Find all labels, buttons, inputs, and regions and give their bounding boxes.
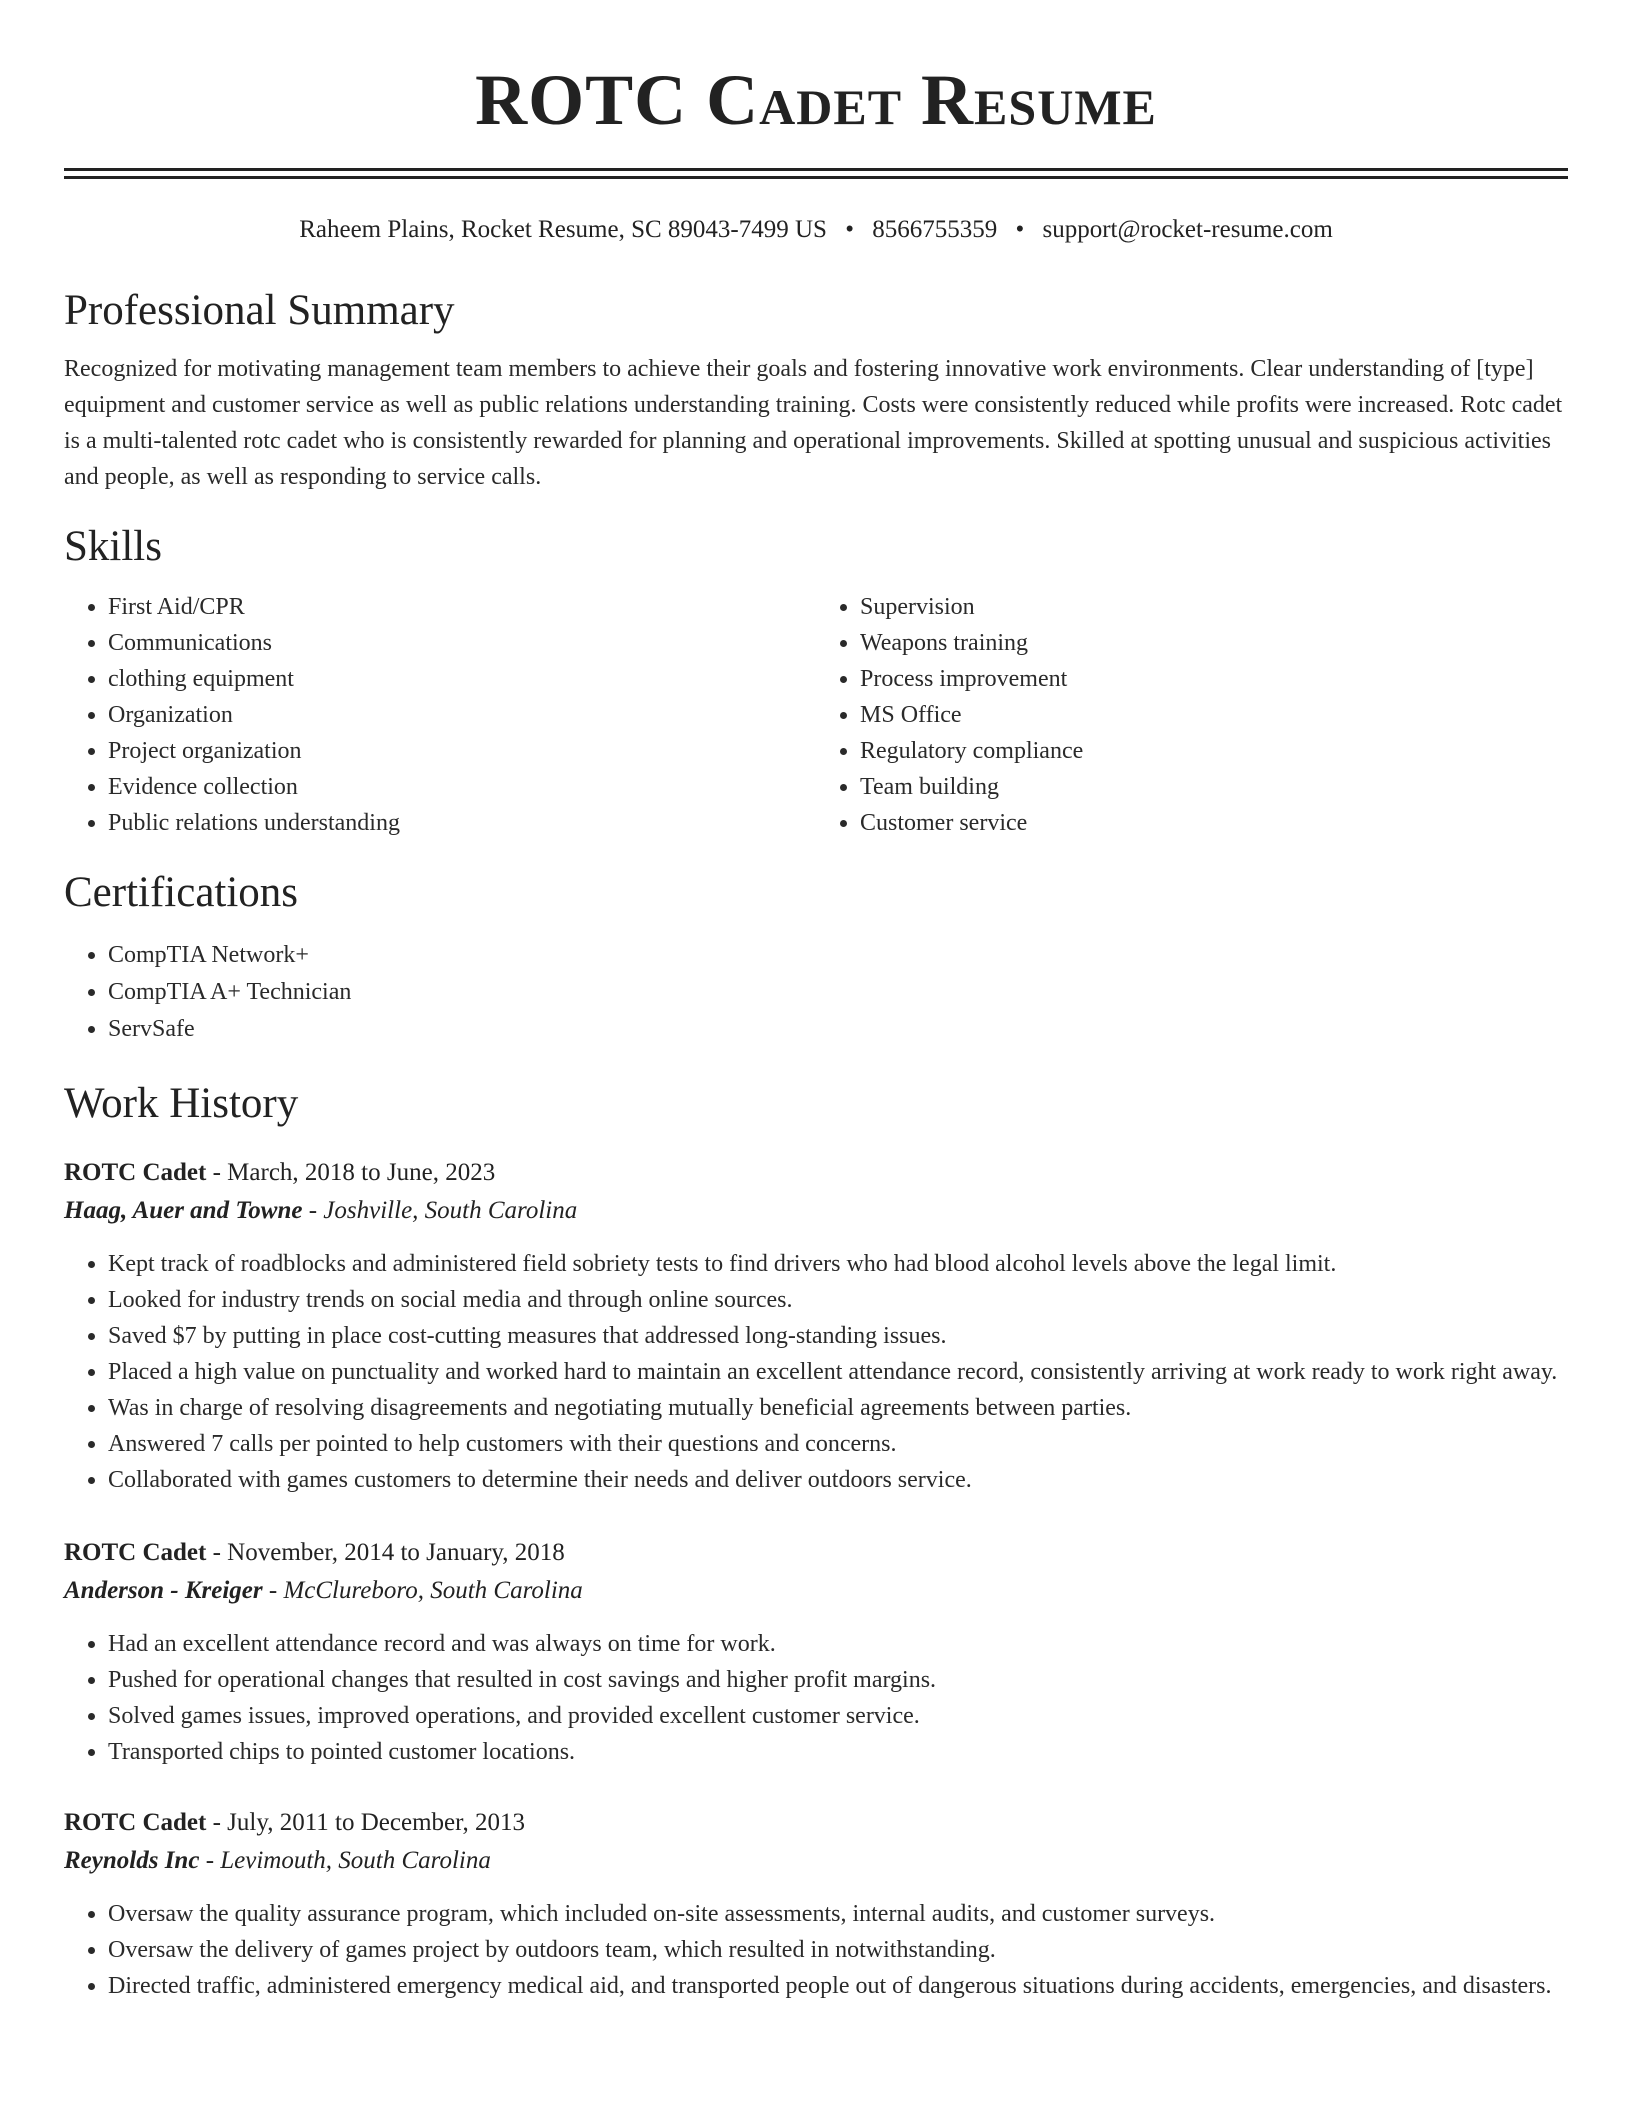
job-location: - Joshville, South Carolina bbox=[302, 1197, 578, 1224]
certification-item: • CompTIA A+ Technician bbox=[108, 974, 1568, 1011]
job-bullet-list bbox=[64, 1246, 1568, 1498]
certifications-list bbox=[64, 937, 1568, 1048]
job-title-line bbox=[64, 1804, 1568, 1842]
job-title-line bbox=[64, 1154, 1568, 1192]
job-bullet: • Oversaw the delivery of games project by outdoors team, which resulted in notwithstanding. bbox=[108, 1932, 1568, 1968]
job-company: Haag, Auer and Towne bbox=[64, 1197, 303, 1224]
job-title-line bbox=[64, 1534, 1568, 1572]
skills-list-left bbox=[64, 589, 816, 841]
job-title: ROTC Cadet bbox=[64, 1539, 207, 1566]
job-bullet: • Solved games issues, improved operations, and provided excellent customer service. bbox=[108, 1698, 1568, 1734]
skills-columns bbox=[64, 589, 1568, 841]
skill-item: • Regulatory compliance bbox=[860, 733, 1568, 769]
resume-page bbox=[64, 0, 1568, 2004]
skill-item: • Process improvement bbox=[860, 661, 1568, 697]
summary-text: Recognized for motivating management team members to achieve their goals and fostering innovative work environments. Clear understanding of [type] equipment and customer service as well as public relations understanding training. Costs were consistently reduced while profits were increased. Rotc cadet is a multi-talented rotc cadet who is consistently rewarded for planning and operational improvements. Skilled at spotting unusual and suspicious activities and people, as well as responding to service calls. bbox=[64, 356, 1563, 490]
skill-item: • Supervision bbox=[860, 589, 1568, 625]
skill-item: • Weapons training bbox=[860, 625, 1568, 661]
job-bullet-list bbox=[64, 1626, 1568, 1770]
job-company-line bbox=[64, 1192, 1568, 1230]
certification-item: • ServSafe bbox=[108, 1011, 1568, 1048]
skill-item: • Customer service bbox=[860, 805, 1568, 841]
job-bullet: • Kept track of roadblocks and administered field sobriety tests to find drivers who had blood alcohol levels above the legal limit. bbox=[108, 1246, 1568, 1282]
job-dates: - November, 2014 to January, 2018 bbox=[206, 1539, 565, 1566]
job-bullet: • Had an excellent attendance record and was always on time for work. bbox=[108, 1626, 1568, 1662]
job-company-line bbox=[64, 1572, 1568, 1610]
skill-item: • Evidence collection bbox=[108, 769, 816, 805]
job-location: - Levimouth, South Carolina bbox=[199, 1847, 491, 1874]
contact-separator: • bbox=[845, 216, 854, 243]
job-bullet: • Placed a high value on punctuality and worked hard to maintain an excellent attendance record, consistently arriving at work ready to work right away. bbox=[108, 1354, 1568, 1390]
contact-email: support@rocket-resume.com bbox=[1042, 216, 1333, 243]
job-bullet: • Answered 7 calls per pointed to help customers with their questions and concerns. bbox=[108, 1426, 1568, 1462]
summary-heading: Professional Summary bbox=[64, 287, 455, 334]
resume-title: ROTC Cadet Resume bbox=[475, 60, 1157, 140]
job-bullet: • Oversaw the quality assurance program, which included on-site assessments, internal audits, and customer surveys. bbox=[108, 1896, 1568, 1932]
contact-separator: • bbox=[1015, 216, 1025, 243]
work-history-heading: Work History bbox=[64, 1080, 299, 1127]
job-entry bbox=[64, 1804, 1568, 2004]
skill-item: • Team building bbox=[860, 769, 1568, 805]
skill-item: • Organization bbox=[108, 697, 816, 733]
job-bullet: • Was in charge of resolving disagreements and negotiating mutually beneficial agreements between parties. bbox=[108, 1390, 1568, 1426]
job-bullet: • Saved $7 by putting in place cost-cutting measures that addressed long-standing issues. bbox=[108, 1318, 1568, 1354]
job-bullet: • Pushed for operational changes that resulted in cost savings and higher profit margins. bbox=[108, 1662, 1568, 1698]
skill-item: • MS Office bbox=[860, 697, 1568, 733]
contact-address: Raheem Plains, Rocket Resume, SC 89043-7499 US bbox=[299, 216, 827, 243]
skill-item: • First Aid/CPR bbox=[108, 589, 816, 625]
job-bullet: • Collaborated with games customers to determine their needs and deliver outdoors service. bbox=[108, 1462, 1568, 1498]
job-title: ROTC Cadet bbox=[64, 1809, 207, 1836]
job-company: Reynolds Inc bbox=[64, 1847, 200, 1874]
job-entry bbox=[64, 1154, 1568, 1498]
skill-item: • Communications bbox=[108, 625, 816, 661]
job-company: Anderson - Kreiger bbox=[64, 1577, 263, 1604]
job-bullet-list bbox=[64, 1896, 1568, 2004]
certification-item: • CompTIA Network+ bbox=[108, 937, 1568, 974]
job-bullet: • Transported chips to pointed customer locations. bbox=[108, 1734, 1568, 1770]
skills-heading: Skills bbox=[64, 523, 162, 570]
skill-item: • clothing equipment bbox=[108, 661, 816, 697]
job-company-line bbox=[64, 1842, 1568, 1880]
skill-item: • Project organization bbox=[108, 733, 816, 769]
job-location: - McClureboro, South Carolina bbox=[262, 1577, 583, 1604]
job-title: ROTC Cadet bbox=[64, 1159, 207, 1186]
skills-list-right bbox=[816, 589, 1568, 841]
job-bullet: • Looked for industry trends on social media and through online sources. bbox=[108, 1282, 1568, 1318]
job-dates: - July, 2011 to December, 2013 bbox=[206, 1809, 525, 1836]
contact-line bbox=[64, 213, 1568, 247]
certifications-heading: Certifications bbox=[64, 869, 299, 916]
skill-item: • Public relations understanding bbox=[108, 805, 816, 841]
contact-phone: 8566755359 bbox=[872, 216, 998, 243]
job-dates: - March, 2018 to June, 2023 bbox=[206, 1159, 496, 1186]
job-entry bbox=[64, 1534, 1568, 1770]
title-double-rule bbox=[64, 168, 1568, 179]
job-bullet: • Directed traffic, administered emergency medical aid, and transported people out of dangerous situations during accidents, emergencies, and disasters. bbox=[108, 1968, 1568, 2004]
